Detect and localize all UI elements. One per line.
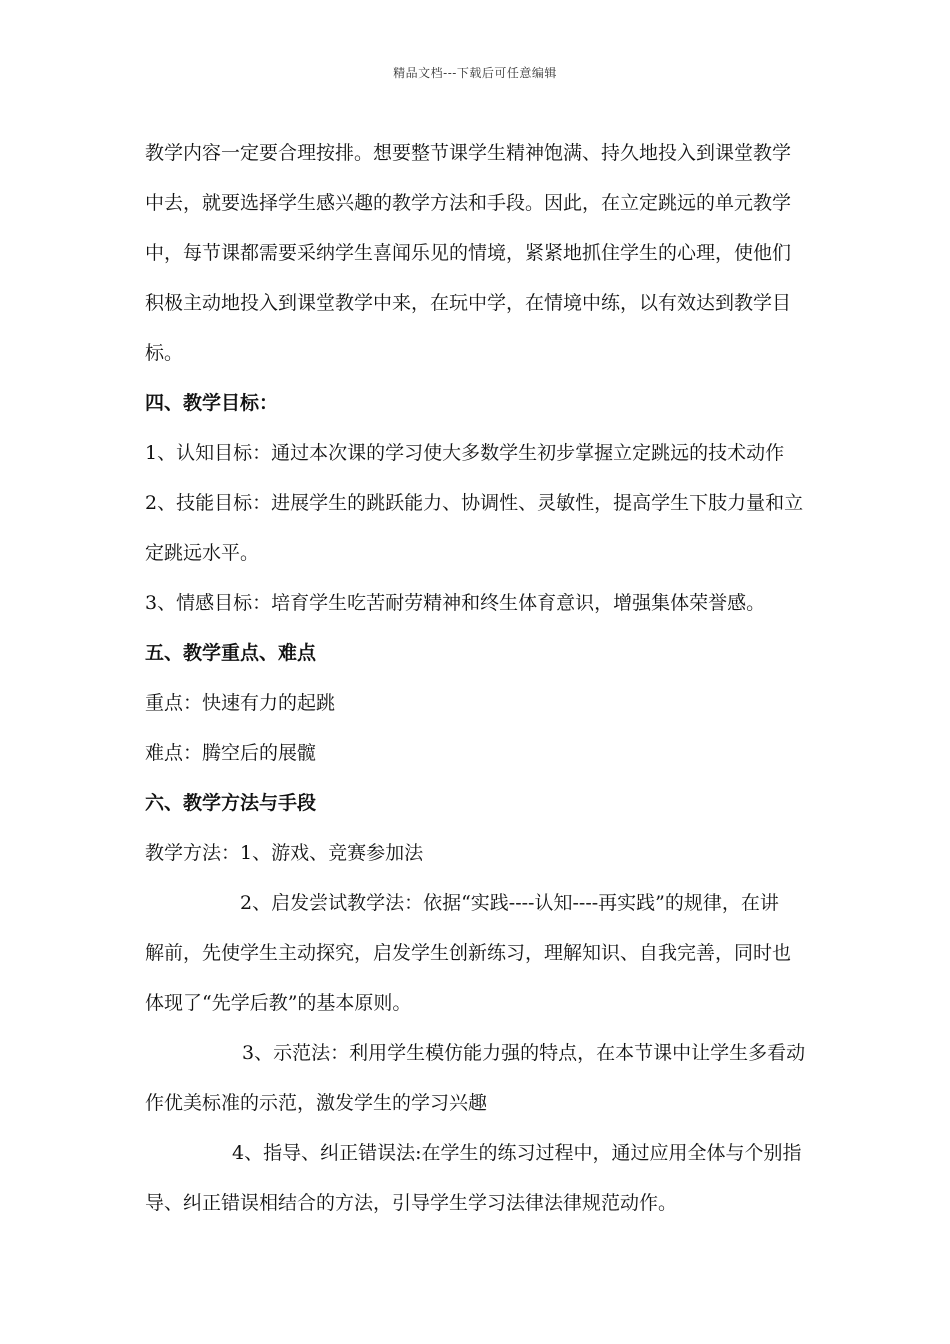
paragraph-line: 3、示范法：利用学生模仿能力强的特点，在本节课中让学生多看动: [242, 1042, 806, 1064]
paragraph-line: 重点：快速有力的起跳: [145, 692, 336, 714]
paragraph-line: 2、启发尝试教学法：依据“实践----认知----再实践”的规律，在讲: [240, 892, 779, 914]
paragraph-line: 4、指导、纠正错误法:在学生的练习过程中，通过应用全体与个别指: [232, 1142, 802, 1164]
page-header: 精品文档---下载后可任意编辑: [393, 66, 557, 80]
paragraph-line: 2、技能目标：进展学生的跳跃能力、协调性、灵敏性，提高学生下肢力量和立: [145, 492, 804, 514]
paragraph-line: 3、情感目标：培育学生吃苦耐劳精神和终生体育意识，增强集体荣誉感。: [145, 592, 766, 614]
paragraph-line: 中去，就要选择学生感兴趣的教学方法和手段。因此，在立定跳远的单元教学: [145, 192, 792, 214]
document-body: [145, 128, 810, 1228]
paragraph-line: 难点：腾空后的展髋: [145, 742, 317, 764]
paragraph-line: 定跳远水平。: [145, 542, 260, 564]
paragraph-line: 作优美标准的示范，激发学生的学习兴趣: [145, 1092, 488, 1114]
paragraph-line: 解前，先使学生主动探究，启发学生创新练习，理解知识、自我完善，同时也: [145, 942, 792, 964]
paragraph-line: 导、纠正错误相结合的方法，引导学生学习法律法律规范动作。: [145, 1192, 678, 1214]
paragraph-line: 教学内容一定要合理按排。想要整节课学生精神饱满、持久地投入到课堂教学: [145, 142, 792, 164]
section-heading: 四、教学目标：: [145, 392, 279, 414]
paragraph-line: 标。: [145, 342, 184, 364]
paragraph-line: 教学方法：1、游戏、竞赛参加法: [145, 842, 424, 864]
section-heading: 五、教学重点、难点: [145, 642, 317, 664]
section-heading: 六、教学方法与手段: [145, 792, 317, 814]
paragraph-line: 1、认知目标：通过本次课的学习使大多数学生初步掌握立定跳远的技术动作: [145, 442, 785, 464]
paragraph-line: 中，每节课都需要采纳学生喜闻乐见的情境，紧紧地抓住学生的心理，使他们: [145, 242, 792, 264]
paragraph-line: 体现了“先学后教”的基本原则。: [145, 992, 412, 1014]
paragraph-line: 积极主动地投入到课堂教学中来，在玩中学，在情境中练，以有效达到教学目: [145, 292, 792, 314]
